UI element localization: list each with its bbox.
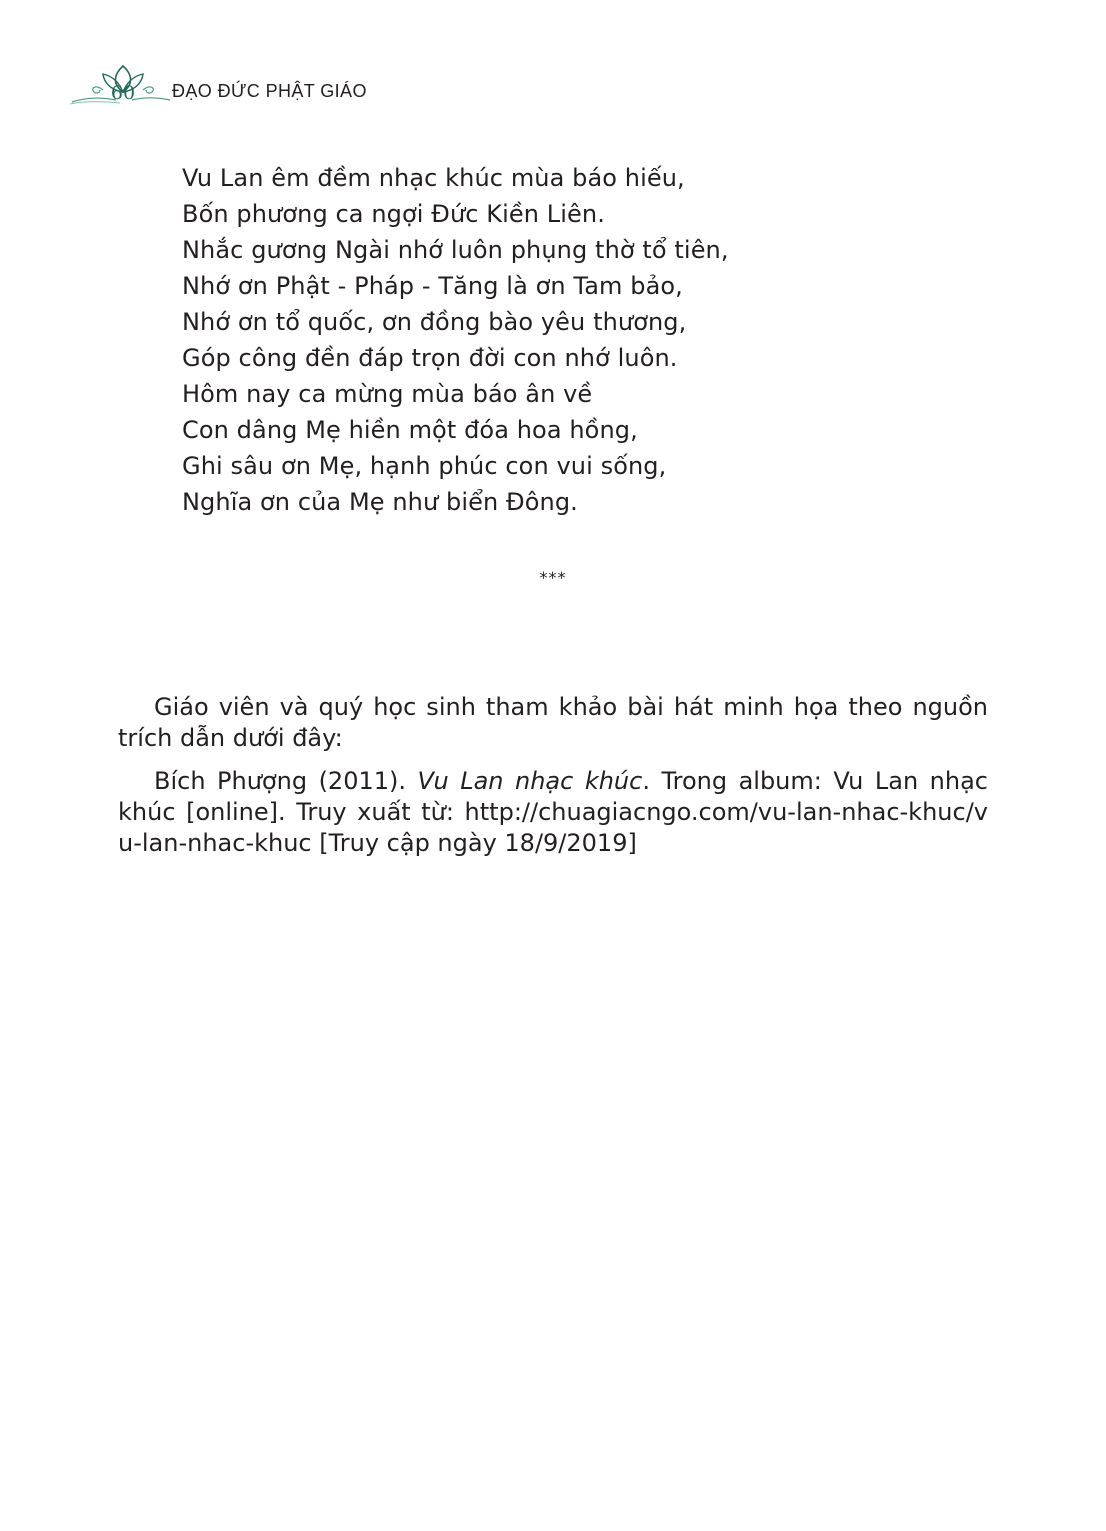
reference-citation [118, 766, 988, 859]
poem-line: Nhớ ơn tổ quốc, ơn đồng bào yêu thương, [182, 308, 687, 336]
citation-title: Vu Lan nhạc khúc [417, 767, 643, 795]
poem-line: Ghi sâu ơn Mẹ, hạnh phúc con vui sống, [182, 452, 667, 480]
citation-author-year: Bích Phượng (2011). [154, 767, 418, 795]
reference-section [118, 692, 988, 871]
poem-line: Bốn phương ca ngợi Đức Kiền Liên. [182, 200, 605, 228]
reference-intro: Giáo viên và quý học sinh tham khảo bài hát minh họa theo nguồn trích dẫn dưới đây: [118, 693, 988, 752]
running-title: ĐẠO ĐỨC PHẬT GIÁO [172, 81, 367, 101]
poem-line: Nghĩa ơn của Mẹ như biển Đông. [182, 488, 578, 516]
poem-line: Góp công đền đáp trọn đời con nhớ luôn. [182, 344, 678, 372]
page-number: 60 [110, 82, 136, 104]
citation-url[interactable]: http://chuagiacngo.com/vu-lan-nhac-khuc/vu-lan-nhac-khuc [118, 798, 988, 857]
poem-line: Nhớ ơn Phật - Pháp - Tăng là ơn Tam bảo, [182, 272, 683, 300]
citation-accessed: [Truy cập ngày 18/9/2019] [311, 829, 637, 857]
poem-line: Hôm nay ca mừng mùa báo ân về [182, 380, 593, 408]
page-header [70, 62, 470, 112]
poem [182, 160, 729, 520]
poem-line: Nhắc gương Ngài nhớ luôn phụng thờ tổ tiên, [182, 236, 729, 264]
citation-details: . Trong album: Vu Lan nhạc khúc [online]. Truy xuất từ: [118, 767, 988, 826]
poem-line: Con dâng Mẹ hiền một đóa hoa hồng, [182, 416, 638, 444]
section-separator: *** [539, 568, 567, 587]
poem-line: Vu Lan êm đềm nhạc khúc mùa báo hiếu, [182, 164, 685, 192]
